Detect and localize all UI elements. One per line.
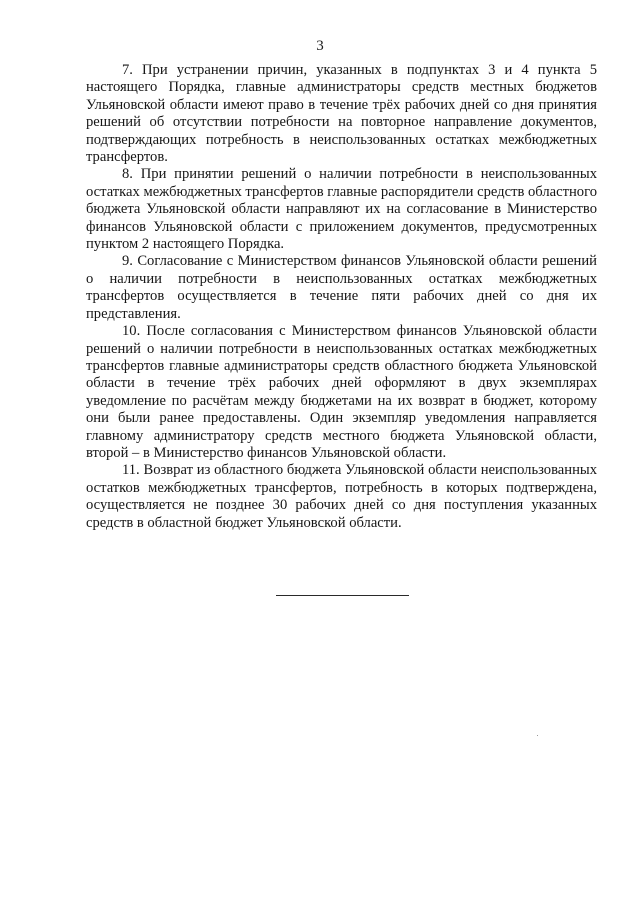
paragraph-11: 11. Возврат из областного бюджета Ульяновской области неиспользованных остатков межбюджетных трансфертов, потребность в которых подтверждена, осуществляется не позднее 30 рабочих дней со дня поступления указанных средств в областной бюджет Ульяновской области.	[86, 462, 597, 531]
paragraph-10: 10. После согласования с Министерством финансов Ульяновской области решений о наличии потребности в неиспользованных остатках межбюджетных трансфертов главные администраторы средств областного бюджета Ульяновской области в течение трёх рабочих дней оформляют в двух экземплярах уведомление по расчётам между бюджетами на их возврат в бюджет, которому они были ранее предоставлены. Один экземпляр уведомления направляется главному администратору средств местного бюджета Ульяновской области, второй – в Министерство финансов Ульяновской области.	[86, 323, 597, 461]
page-number: 3	[316, 38, 324, 54]
end-separator-line	[276, 595, 409, 596]
paragraph-9: 9. Согласование с Министерством финансов Ульяновской области решений о наличии потребности в неиспользованных остатках межбюджетных трансфертов осуществляется в течение пяти рабочих дней со дня их представления.	[86, 253, 597, 322]
paragraph-8: 8. При принятии решений о наличии потребности в неиспользованных остатках межбюджетных трансфертов главные распорядители средств областного бюджета Ульяновской области направляют их на согласование в Министерство финансов Ульяновской области с приложением документов, предусмотренных пунктом 2 настоящего Порядка.	[86, 166, 597, 253]
document-body	[86, 62, 597, 532]
scan-speck	[537, 735, 538, 736]
paragraph-7: 7. При устранении причин, указанных в подпунктах 3 и 4 пункта 5 настоящего Порядка, главные администраторы средств местных бюджетов Ульяновской области имеют право в течение трёх рабочих дней со дня принятия решений об отсутствии потребности на повторное направление документов, подтверждающих потребность в неиспользованных остатках межбюджетных трансфертов.	[86, 62, 597, 166]
